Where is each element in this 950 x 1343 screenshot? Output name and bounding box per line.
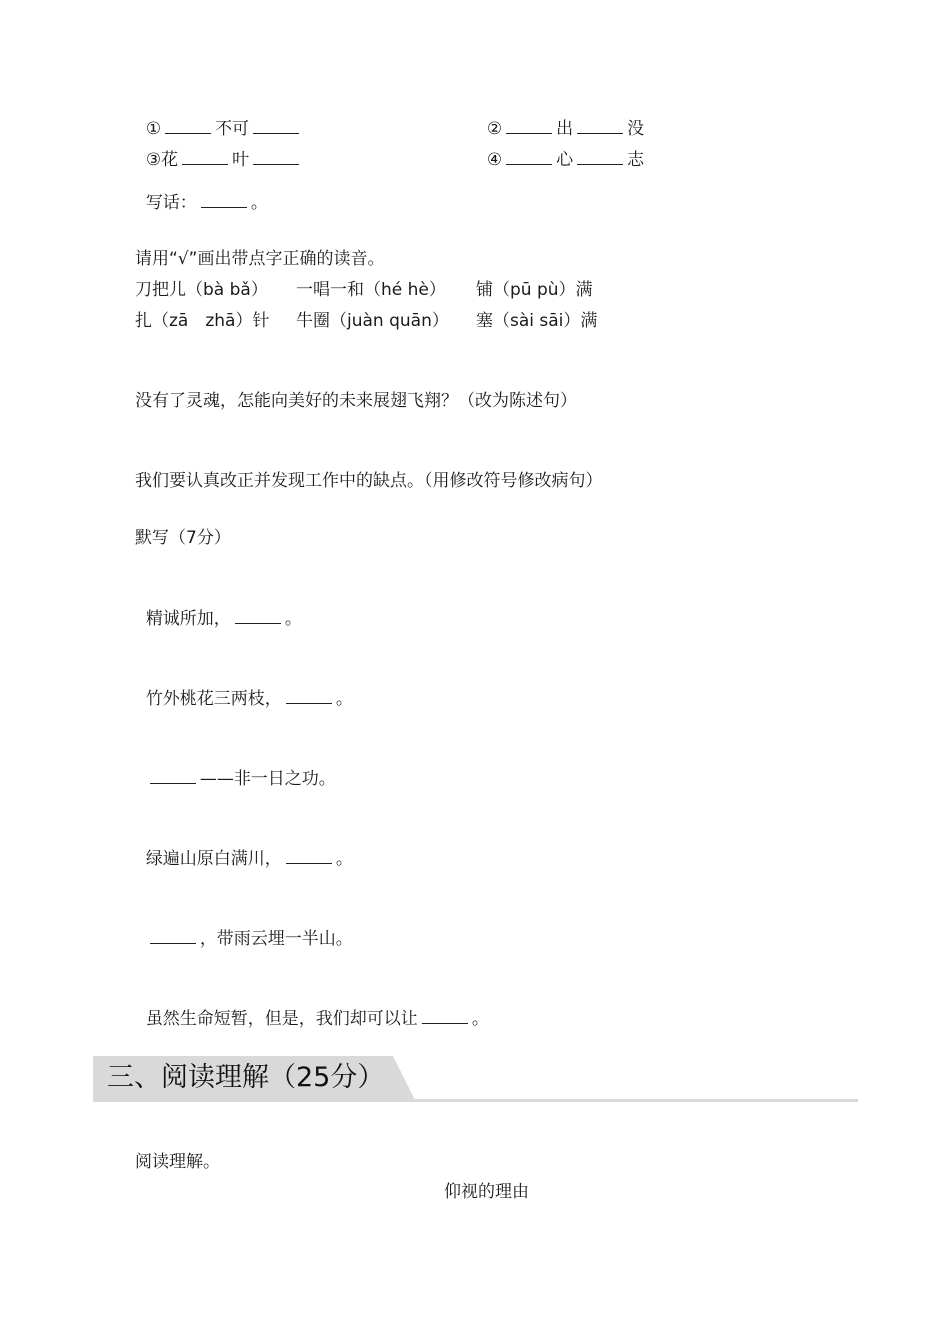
dictation-line-1 <box>135 583 302 631</box>
blank[interactable] <box>253 149 299 165</box>
section-header-rule <box>93 1099 858 1102</box>
pinyin-instruction: 请用“√”画出带点字正确的读音。 <box>135 249 385 269</box>
dictation-line-3 <box>135 743 336 791</box>
blank[interactable] <box>182 149 228 165</box>
pinyin-option[interactable]: 一唱一和（hé hè） <box>296 280 446 300</box>
writing-label: 写话： <box>145 193 197 213</box>
pinyin-option[interactable]: 刀把儿（bà bǎ） <box>135 280 268 300</box>
dictation-6-suffix: 。 <box>471 1009 489 1029</box>
dictation-4-suffix: 。 <box>335 849 353 869</box>
writing-end: 。 <box>250 193 268 213</box>
dictation-1-prefix: 精诚所加， <box>145 609 231 629</box>
pinyin-option[interactable]: 塞（sài sāi）满 <box>476 311 598 331</box>
pinyin-option[interactable]: 牛圈（juàn quān） <box>296 311 449 331</box>
idiom-4-prefix: ④ <box>486 150 503 170</box>
dictation-2-prefix: 竹外桃花三两枝， <box>145 689 282 709</box>
idiom-2-suffix: 没 <box>627 119 645 139</box>
blank[interactable] <box>506 149 552 165</box>
correct-sentence-question: 我们要认真改正并发现工作中的缺点。（用修改符号修改病句） <box>135 471 603 491</box>
idiom-4-middle: 心 <box>556 150 574 170</box>
dictation-line-2 <box>135 663 353 711</box>
dictation-5-suffix: ，带雨云埋一半山。 <box>199 929 353 949</box>
blank[interactable] <box>201 192 247 208</box>
blank[interactable] <box>150 768 196 784</box>
pinyin-option[interactable]: 铺（pū pù）满 <box>476 280 593 300</box>
dictation-3-suffix: ——非一日之功。 <box>199 769 336 789</box>
idiom-2-middle: 出 <box>556 119 574 139</box>
dictation-line-5 <box>135 903 353 951</box>
idiom-item-3 <box>135 124 303 172</box>
blank[interactable] <box>235 608 281 624</box>
reading-instruction: 阅读理解。 <box>135 1152 220 1172</box>
dictation-line-4 <box>135 823 353 871</box>
idiom-4-suffix: 志 <box>627 150 645 170</box>
section-title: 三、阅读理解（25分） <box>107 1062 385 1093</box>
idiom-item-4 <box>476 124 644 172</box>
rewrite-question: 没有了灵魂，怎能向美好的未来展翅飞翔？（改为陈述句） <box>135 391 577 411</box>
dictation-2-suffix: 。 <box>335 689 353 709</box>
idiom-1-prefix: ① <box>145 119 162 139</box>
idiom-3-middle: 叶 <box>232 150 250 170</box>
pinyin-option[interactable]: 扎（zā zhā）针 <box>135 311 270 331</box>
blank[interactable] <box>286 688 332 704</box>
idiom-2-prefix: ② <box>486 119 503 139</box>
blank[interactable] <box>422 1008 468 1024</box>
dictation-1-suffix: 。 <box>284 609 302 629</box>
section-header <box>93 1056 858 1102</box>
dictation-line-6 <box>135 983 489 1031</box>
blank[interactable] <box>150 928 196 944</box>
dictation-heading: 默写（7分） <box>135 528 231 548</box>
dictation-4-prefix: 绿遍山原白满川， <box>145 849 282 869</box>
blank[interactable] <box>577 149 623 165</box>
passage-title: 仰视的理由 <box>444 1182 529 1202</box>
dictation-6-prefix: 虽然生命短暂，但是，我们却可以让 <box>145 1009 418 1029</box>
writing-line <box>135 167 268 215</box>
blank[interactable] <box>286 848 332 864</box>
idiom-3-prefix: ③花 <box>145 150 179 170</box>
idiom-1-middle: 不可 <box>215 119 250 139</box>
